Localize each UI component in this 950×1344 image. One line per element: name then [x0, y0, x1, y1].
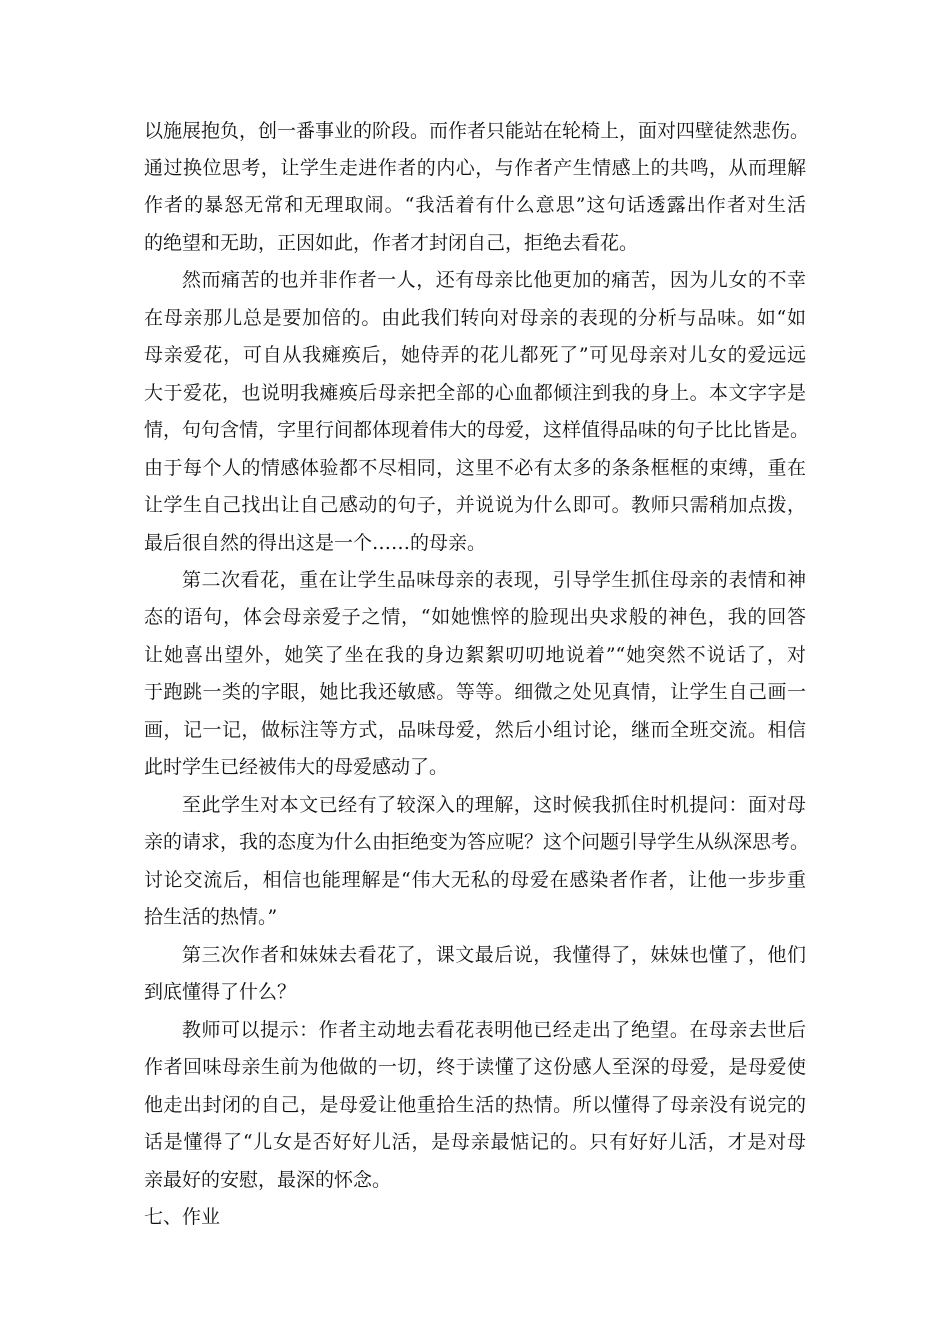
text-line: 通过换位思考，让学生走进作者的内心，与作者产生情感上的共鸣，从而理解 [144, 157, 806, 179]
text-line: 第二次看花，重在让学生品味母亲的表现，引导学生抓住母亲的表情和神 [182, 569, 806, 591]
text-line: 然而痛苦的也并非作者一人，还有母亲比他更加的痛苦，因为儿女的不幸 [182, 269, 806, 291]
text-line: 让学生自己找出让自己感动的句子，并说说为什么即可。教师只需稍加点拨， [144, 494, 806, 516]
text-line: 情，句句含情，字里行间都体现着伟大的母爱，这样值得品味的句子比比皆是。 [144, 419, 810, 441]
section-heading: 七、作业 [144, 1206, 221, 1228]
text-line: 至此学生对本文已经有了较深入的理解，这时候我抓住时机提问：面对母 [182, 794, 806, 816]
text-line: 此时学生已经被伟大的母爱感动了。 [144, 756, 449, 778]
text-line: 亲最好的安慰，最深的怀念。 [144, 1169, 392, 1191]
text-line: 态的语句，体会母亲爱子之情，“如她憔悴的脸现出央求般的神色，我的回答 [144, 606, 806, 628]
text-line: 教师可以提示：作者主动地去看花表明他已经走出了绝望。在母亲去世后 [182, 1019, 806, 1041]
text-line: 到底懂得了什么？ [144, 981, 297, 1003]
text-line: 于跑跳一类的字眼，她比我还敏感。等等。细微之处见真情，让学生自己画一 [144, 681, 806, 703]
text-line: 拾生活的热情。” [144, 906, 278, 928]
text-line: 在母亲那儿总是要加倍的。由此我们转向对母亲的表现的分析与品味。如“如 [144, 307, 806, 329]
text-line: 话是懂得了“儿女是否好好儿活，是母亲最惦记的。只有好好儿活，才是对母 [144, 1131, 806, 1153]
text-line: 母亲爱花，可自从我瘫痪后，她侍弄的花儿都死了”可见母亲对儿女的爱远远 [144, 344, 806, 366]
text-line: 他走出封闭的自己，是母爱让他重拾生活的热情。所以懂得了母亲没有说完的 [144, 1094, 806, 1116]
text-line: 让她喜出望外，她笑了坐在我的身边絮絮叨叨地说着”“她突然不说话了，对 [144, 644, 806, 666]
text-line: 画，记一记，做标注等方式，品味母爱，然后小组讨论，继而全班交流。相信 [144, 719, 806, 741]
text-line: 以施展抱负，创一番事业的阶段。而作者只能站在轮椅上，面对四壁徒然悲伤。 [144, 120, 810, 142]
text-line: 大于爱花，也说明我瘫痪后母亲把全部的心血都倾注到我的身上。本文字字是 [144, 382, 806, 404]
text-line: 最后很自然的得出这是一个……的母亲。 [144, 532, 487, 554]
text-line: 第三次作者和妹妹去看花了，课文最后说，我懂得了，妹妹也懂了，他们 [182, 944, 806, 966]
text-line: 作者的暴怒无常和无理取闹。“我活着有什么意思”这句话透露出作者对生活 [144, 194, 806, 216]
text-line: 的绝望和无助，正因如此，作者才封闭自己，拒绝去看花。 [144, 232, 639, 254]
text-line: 作者回味母亲生前为他做的一切，终于读懂了这份感人至深的母爱，是母爱使 [144, 1056, 806, 1078]
text-line: 亲的请求，我的态度为什么由拒绝变为答应呢？这个问题引导学生从纵深思考。 [144, 831, 810, 853]
text-line: 讨论交流后，相信也能理解是“伟大无私的母爱在感染者作者，让他一步步重 [144, 869, 806, 891]
text-line: 由于每个人的情感体验都不尽相同，这里不必有太多的条条框框的束缚，重在 [144, 457, 806, 479]
